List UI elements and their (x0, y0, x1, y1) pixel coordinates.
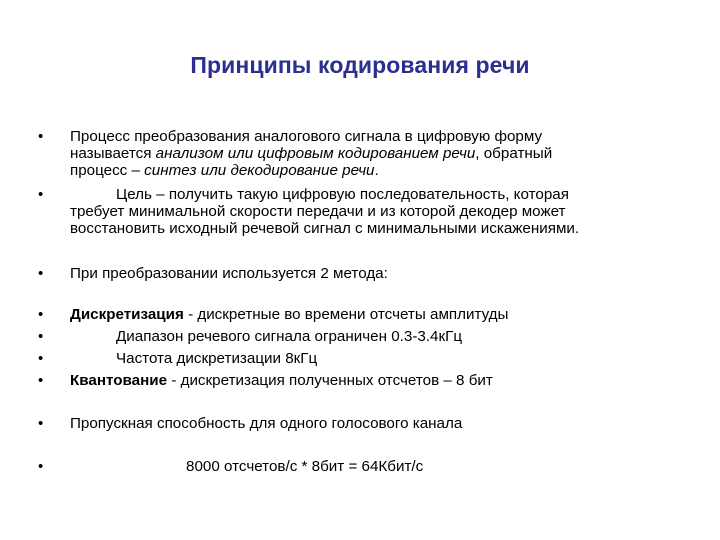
text-run: называется (70, 145, 156, 162)
item-text: Диапазон речевого сигнала ограничен 0.3-3.4кГц (116, 328, 463, 345)
item-text (70, 372, 690, 389)
slide-title: Принципы кодирования речи (190, 52, 530, 78)
bullet-icon: • (38, 186, 44, 203)
item-line (70, 162, 690, 179)
text-run: Процесс преобразования аналогового сигнала в цифровую форму (70, 128, 543, 145)
bullet-icon: • (38, 265, 44, 282)
item-line: Цель – получить такую цифровую последовательность, которая (116, 186, 569, 203)
italic-term: анализом или цифровым кодированием речи (155, 145, 476, 162)
bullet-icon: • (38, 415, 44, 432)
bold-term: Квантование (70, 372, 168, 389)
bold-term: Дискретизация (70, 306, 184, 323)
item-text: 8000 отсчетов/с * 8бит = 64Кбит/с (186, 458, 424, 475)
item-text: Пропускная способность для одного голосового канала (70, 415, 463, 432)
bullet-icon: • (38, 350, 44, 367)
text-run: . (374, 162, 379, 179)
text-run: - дискретные во времени отсчеты амплитуды (183, 306, 509, 323)
item-text: При преобразовании используется 2 метода: (70, 265, 388, 282)
item-text (70, 186, 690, 237)
bullet-icon: • (38, 328, 44, 345)
bullet-icon: • (38, 372, 44, 389)
item-text (70, 128, 690, 179)
item-text: Частота дискретизации 8кГц (116, 350, 318, 367)
item-line (70, 128, 690, 145)
bullet-icon: • (38, 458, 44, 475)
text-run: , обратный (475, 145, 553, 162)
item-line (70, 145, 690, 162)
text-run: процесс – (70, 162, 145, 179)
item-line: требует минимальной скорости передачи и из которой декодер может (70, 203, 566, 220)
item-text (70, 306, 690, 323)
bullet-icon: • (38, 306, 44, 323)
bullet-icon: • (38, 128, 44, 145)
italic-term: синтез или декодирование речи (144, 162, 375, 179)
item-line: восстановить исходный речевой сигнал с минимальными искажениями. (70, 220, 580, 237)
text-run: - дискретизация полученных отсчетов – 8 бит (167, 372, 493, 389)
